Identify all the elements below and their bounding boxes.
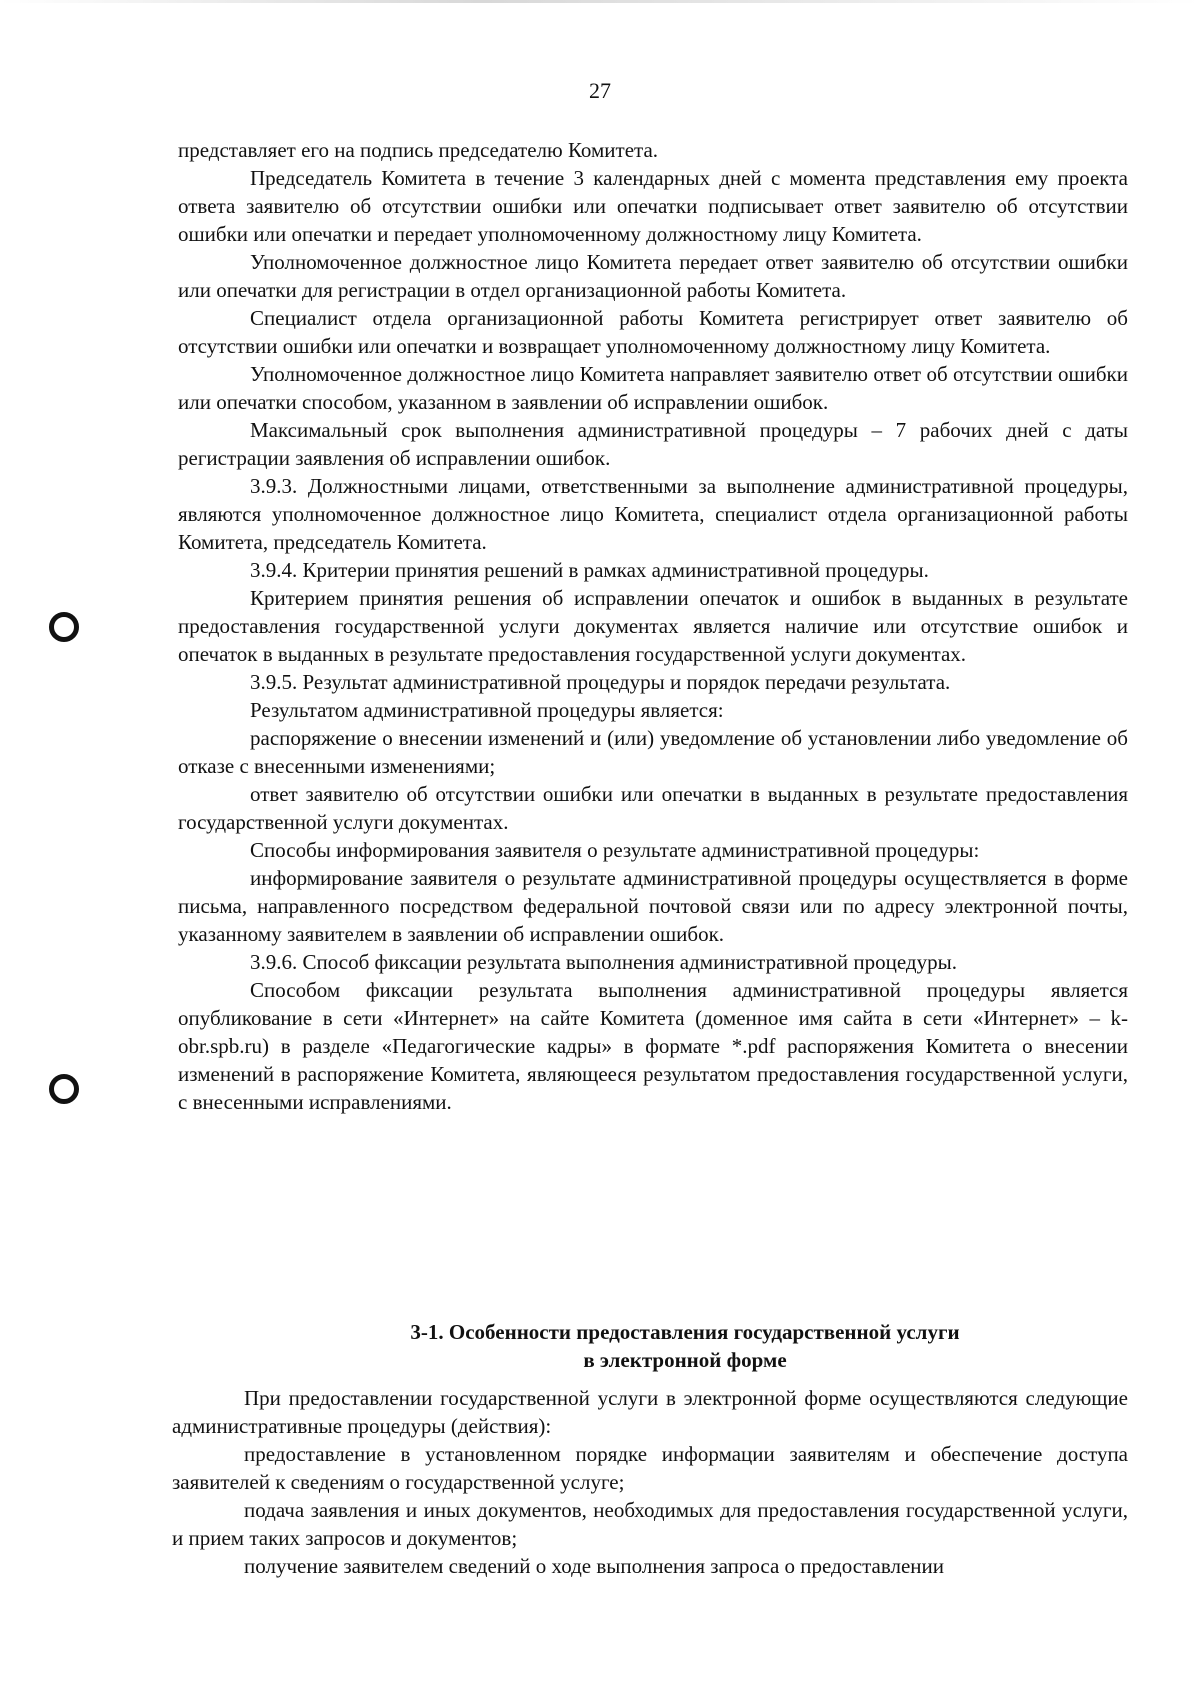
paragraph: При предоставлении государственной услуги в электронной форме осуществляются следующие административные процедуры (действия): [172, 1386, 1128, 1438]
paragraph: информирование заявителя о результате административной процедуры осуществляется в форме письма, направленного посредством федеральной почтовой связи или по адресу электронной почты, указанному заявителем в заявлении об исправлении ошибок. [178, 866, 1128, 946]
section-heading-line: в электронной форме [583, 1348, 787, 1372]
document-body [178, 136, 1128, 1116]
page-number: 27 [589, 78, 611, 103]
paragraph: 3.9.6. Способ фиксации результата выполнения административной процедуры. [250, 950, 957, 974]
paragraph: Способы информирования заявителя о результате административной процедуры: [250, 838, 980, 862]
paragraph: Результатом административной процедуры является: [250, 698, 724, 722]
section-heading-line: 3-1. Особенности предоставления государственной услуги [410, 1320, 960, 1344]
paragraph: Специалист отдела организационной работы Комитета регистрирует ответ заявителю об отсутствии ошибки или опечатки и возвращает уполномоченному должностному лицу Комитета. [178, 306, 1128, 358]
punch-hole-icon [49, 1074, 79, 1104]
punch-hole-icon [49, 612, 79, 642]
section-body [172, 1384, 1128, 1580]
paragraph: предоставление в установленном порядке информации заявителям и обеспечение доступа заявителей к сведениям о государственной услуге; [172, 1442, 1128, 1494]
paragraph: получение заявителем сведений о ходе выполнения запроса о предоставлении [244, 1554, 944, 1578]
paragraph: представляет его на подпись председателю Комитета. [178, 138, 659, 162]
paragraph: 3.9.5. Результат административной процедуры и порядок передачи результата. [250, 670, 951, 694]
paragraph: подача заявления и иных документов, необходимых для предоставления государственной услуги, и прием таких запросов и документов; [172, 1498, 1128, 1550]
paragraph: ответ заявителю об отсутствии ошибки или опечатки в выданных в результате предоставления государственной услуги документах. [178, 782, 1128, 834]
paragraph: Уполномоченное должностное лицо Комитета направляет заявителю ответ об отсутствии ошибки или опечатки способом, указанном в заявлении об исправлении ошибок. [178, 362, 1128, 414]
scan-top-edge [0, 0, 1200, 3]
paragraph: распоряжение о внесении изменений и (или) уведомление об установлении либо уведомление об отказе с внесенными изменениями; [178, 726, 1128, 778]
paragraph: Председатель Комитета в течение 3 календарных дней с момента представления ему проекта ответа заявителю об отсутствии ошибки или опечатки подписывает ответ заявителю об отсутствии ошибки или опечатки и передает уполномоченному должностному лицу Комитета. [178, 166, 1128, 246]
section-heading [300, 1318, 1070, 1374]
paragraph: Способом фиксации результата выполнения административной процедуры является опубликование в сети «Интернет» на сайте Комитета (доменное имя сайта в сети «Интернет» – k-obr.spb.ru) в разделе «Педагогические кадры» в формате *.pdf распоряжения Комитета о внесении изменений в распоряжение Комитета, являющееся результатом предоставления государственной услуги, с внесенными исправлениями. [178, 978, 1128, 1114]
paragraph: Критерием принятия решения об исправлении опечаток и ошибок в выданных в результате предоставления государственной услуги документах является наличие или отсутствие ошибок и опечаток в выданных в результате предоставления государственной услуги документах. [178, 586, 1128, 666]
paragraph: 3.9.4. Критерии принятия решений в рамках административной процедуры. [250, 558, 929, 582]
paragraph: 3.9.3. Должностными лицами, ответственными за выполнение административной процедуры, являются уполномоченное должностное лицо Комитета, специалист отдела организационной работы Комитета, председатель Комитета. [178, 474, 1128, 554]
paragraph: Уполномоченное должностное лицо Комитета передает ответ заявителю об отсутствии ошибки или опечатки для регистрации в отдел организационной работы Комитета. [178, 250, 1128, 302]
paragraph: Максимальный срок выполнения административной процедуры – 7 рабочих дней с даты регистрации заявления об исправлении ошибок. [178, 418, 1128, 470]
